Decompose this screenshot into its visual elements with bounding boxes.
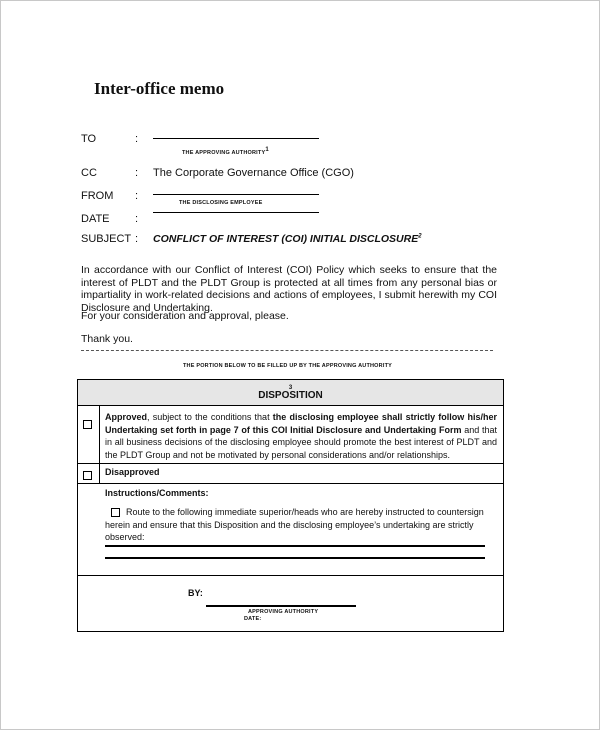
- memo-title: Inter-office memo: [94, 79, 225, 98]
- date-colon: :: [135, 213, 139, 225]
- row-divider: [78, 483, 503, 484]
- disposition-table: [77, 379, 504, 632]
- from-line[interactable]: [153, 194, 319, 195]
- disposition-heading: DISPOSITION $^3$: [258, 385, 323, 401]
- checkbox-column-divider: [99, 405, 100, 483]
- body-paragraph: In accordance with our Conflict of Interest (COI) Policy which seeks to ensure that the interest of PLDT and the PLDT Group is protected at all times from any personal bias or impartiality in work-related decisions and actions of employees, I submit herewith my COI Disclosure and Undertaking.: [81, 264, 497, 314]
- to-colon: :: [135, 133, 139, 145]
- consideration-text: For your consideration and approval, please.: [81, 310, 289, 322]
- approved-text: Approved, subject to the conditions that the disclosing employee shall strictly follow his/her Undertaking set forth in page 7 of this COI Initial Disclosure and Undertaking Form and that in all business decisions of the disclosing employee should promote the best interest of PLDT and the PLDT Group and not be motivated by personal considerations and/or relationships.: [105, 412, 498, 460]
- disapproved-checkbox[interactable]: [83, 471, 92, 480]
- to-caption: THE APPROVING AUTHORITY$^1$: [182, 147, 269, 156]
- from-caption: THE DISCLOSING EMPLOYEE: [179, 200, 263, 206]
- by-label: BY:: [188, 588, 203, 598]
- row-divider: [78, 575, 503, 576]
- approver-signature-line[interactable]: [206, 605, 356, 607]
- portion-note: THE PORTION BELOW TO BE FILLED UP BY THE APPROVING AUTHORITY: [183, 363, 392, 369]
- subject-value: CONFLICT OF INTEREST (COI) INITIAL DISCLOSURE$^2$: [153, 233, 422, 245]
- route-text: Route to the following immediate superior/heads who are hereby instructed to countersign herein and ensure that this Disposition and the disclosing employee’s undertaking are strictly observed:: [105, 507, 484, 542]
- disposition-header: [78, 380, 503, 406]
- approver-caption: APPROVING AUTHORITY: [248, 609, 319, 615]
- cut-line: [81, 350, 493, 351]
- from-label: FROM: [81, 190, 114, 202]
- date-line[interactable]: [153, 212, 319, 213]
- comment-line-1[interactable]: [105, 545, 485, 547]
- disapproved-label: Disapproved: [105, 467, 160, 477]
- approver-date-label: DATE:: [244, 616, 262, 622]
- date-label: DATE: [81, 213, 110, 225]
- instructions-label: Instructions/Comments:: [105, 488, 209, 498]
- row-divider: [78, 463, 503, 464]
- from-colon: :: [135, 190, 139, 202]
- to-signature-line[interactable]: [153, 138, 319, 139]
- approved-checkbox[interactable]: [83, 420, 92, 429]
- comment-line-2[interactable]: [105, 557, 485, 559]
- cc-value: The Corporate Governance Office (CGO): [153, 167, 354, 179]
- cc-colon: :: [135, 167, 139, 179]
- subject-colon: :: [135, 233, 139, 245]
- subject-label: SUBJECT: [81, 233, 132, 245]
- cc-label: CC: [81, 167, 97, 179]
- to-label: TO: [81, 133, 97, 145]
- thanks-text: Thank you.: [81, 333, 133, 345]
